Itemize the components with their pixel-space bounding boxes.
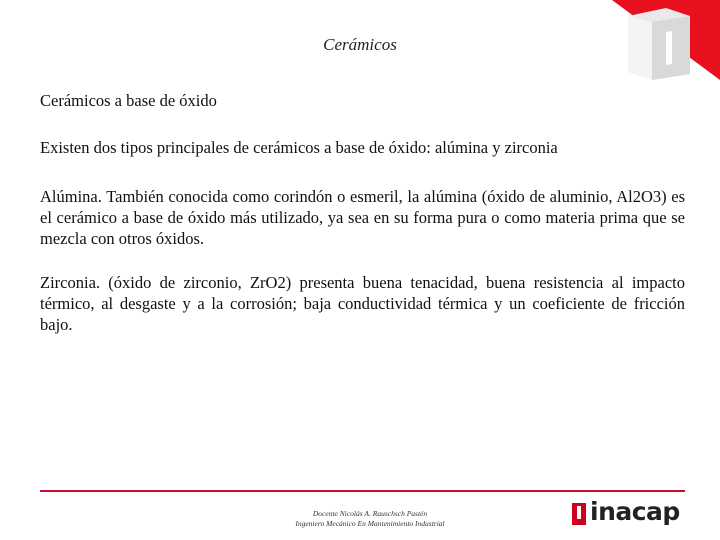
author-name: Docente Nicolás A. Rauschsch Pastén [312, 509, 428, 518]
brand-name: inacap [590, 497, 680, 526]
brand-logo [572, 497, 692, 532]
section-subtitle: Cerámicos a base de óxido [40, 91, 217, 110]
footer-credits [260, 509, 480, 529]
intro-paragraph: Existen dos tipos principales de cerámicos a base de óxido: alúmina y zirconia [40, 138, 558, 157]
author-role: Ingeniero Mecánico En Mantenimiento Industrial [295, 519, 445, 528]
brand-mark-icon [572, 503, 586, 525]
alumina-paragraph: Alúmina. También conocida como corindón o esmeril, la alúmina (óxido de aluminio, Al2O3) es el cerámico a base de óxido más utilizado, ya sea en su forma pura o como materia prima que se mezcla con otros óxidos. [40, 187, 685, 248]
page-title: Cerámicos [323, 35, 397, 54]
zirconia-paragraph: Zirconia. (óxido de zirconio, ZrO2) presenta buena tenacidad, buena resistencia al impacto térmico, al desgaste y a la corrosión; baja conductividad térmica y un coeficiente de fricción bajo. [40, 273, 685, 334]
slide-content [40, 90, 685, 335]
footer-divider [40, 490, 685, 492]
